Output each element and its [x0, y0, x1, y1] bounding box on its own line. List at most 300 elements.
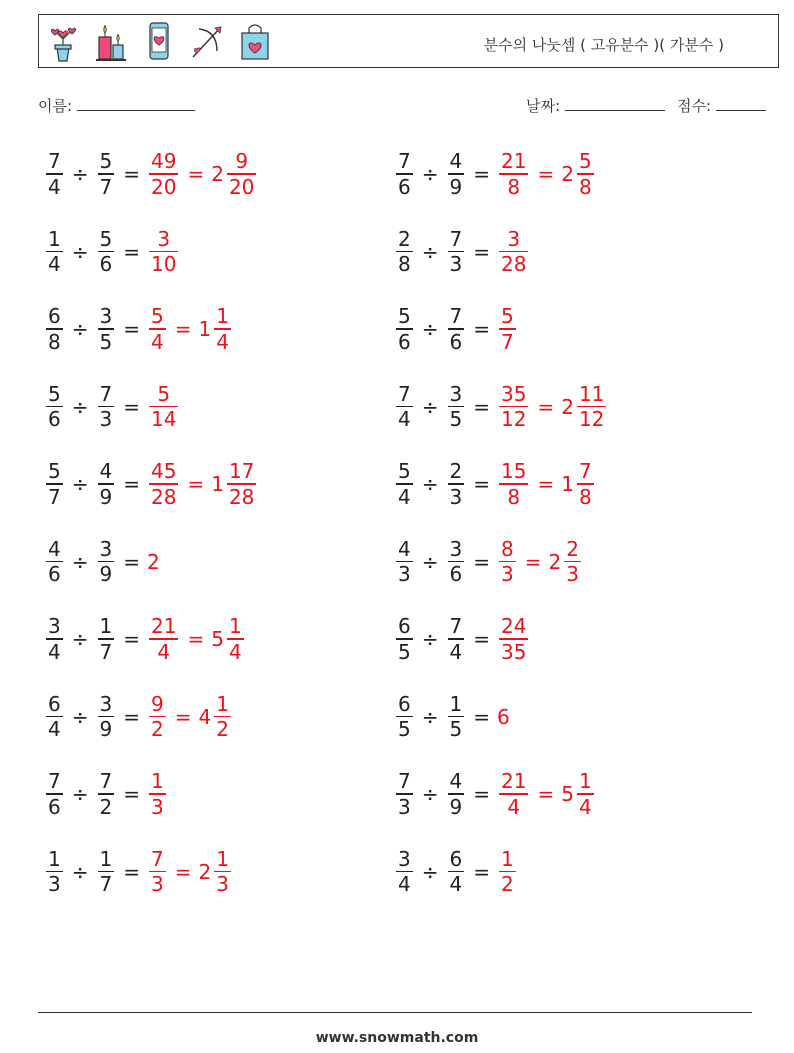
fraction: [46, 149, 63, 199]
score-blank: [716, 97, 766, 111]
equals-sign: =: [123, 627, 140, 651]
numerator: 5: [398, 459, 411, 484]
equals-sign: =: [187, 162, 205, 186]
numerator: 5: [151, 304, 164, 329]
mixed-whole: 1: [561, 472, 574, 496]
problem-item: [394, 372, 608, 442]
numerator: 1: [216, 691, 229, 716]
divide-sign: ÷: [421, 394, 439, 419]
equals-sign: =: [187, 627, 205, 651]
equals-sign: =: [174, 317, 192, 341]
denominator: 7: [99, 174, 113, 199]
denominator: 3: [449, 484, 463, 509]
numerator: 9: [151, 691, 164, 716]
numerator: 35: [501, 381, 527, 406]
mixed-fraction: [214, 847, 231, 897]
mixed-whole: 5: [211, 627, 224, 651]
phone-heart-icon: [141, 19, 177, 63]
numerator: 4: [48, 536, 61, 561]
denominator: 9: [99, 562, 113, 587]
numerator: 7: [48, 149, 61, 174]
answer-fraction: [499, 382, 528, 432]
denominator: 20: [151, 174, 177, 199]
numerator: 3: [99, 536, 113, 561]
answer-fraction: [149, 459, 178, 509]
divide-sign: ÷: [71, 859, 89, 884]
fraction: [396, 227, 413, 277]
numerator: 11: [578, 381, 605, 406]
equals-sign: =: [473, 704, 490, 729]
divide-sign: ÷: [71, 394, 89, 419]
denominator: 7: [99, 639, 113, 664]
numerator: 7: [151, 846, 164, 871]
answer-fraction: [149, 614, 178, 664]
denominator: 4: [398, 407, 411, 432]
fraction: [448, 537, 465, 587]
denominator: 3: [566, 562, 579, 587]
equals-sign: =: [123, 782, 140, 806]
denominator: 7: [48, 484, 61, 509]
denominator: 4: [578, 794, 592, 819]
flower-pot-icon: [45, 19, 81, 63]
equals-sign: =: [537, 782, 555, 806]
numerator: 5: [48, 459, 61, 484]
numerator: 2: [398, 226, 411, 251]
answer-whole: 2: [147, 549, 160, 574]
numerator: 6: [48, 691, 61, 716]
equals-sign: =: [123, 162, 140, 186]
fraction: [46, 847, 63, 897]
numerator: 4: [449, 149, 463, 174]
fraction: [448, 227, 465, 277]
fraction: [98, 537, 115, 587]
equals-sign: =: [537, 472, 555, 496]
denominator: 8: [48, 329, 61, 354]
denominator: 8: [398, 252, 411, 277]
divide-sign: ÷: [421, 472, 439, 496]
fraction: [396, 304, 413, 354]
denominator: 4: [449, 639, 463, 664]
answer-fraction: [149, 382, 178, 432]
answer-fraction: [149, 692, 166, 742]
denominator: 10: [151, 252, 177, 277]
problem-item: [394, 139, 596, 209]
numerator: 7: [449, 614, 463, 639]
fraction: [448, 382, 465, 432]
answer-fraction: [149, 769, 166, 819]
denominator: 8: [507, 174, 521, 199]
mixed-fraction: [564, 537, 581, 587]
numerator: 6: [398, 691, 411, 716]
score-field: [677, 95, 766, 116]
name-blank: [77, 97, 195, 111]
denominator: 4: [48, 252, 61, 277]
numerator: 5: [99, 226, 113, 251]
divide-sign: ÷: [71, 704, 89, 729]
problem-item: [44, 217, 180, 287]
denominator: 12: [578, 407, 605, 432]
answer-fraction: [149, 149, 178, 199]
numerator: 2: [566, 536, 579, 561]
mixed-fraction: [227, 459, 256, 509]
numerator: 6: [398, 614, 411, 639]
fraction: [98, 227, 115, 277]
numerator: 45: [151, 459, 177, 484]
denominator: 9: [99, 717, 113, 742]
answer-fraction: [499, 769, 528, 819]
numerator: 2: [449, 459, 463, 484]
problem-item: [44, 837, 233, 907]
date-field: [526, 95, 665, 116]
numerator: 5: [501, 304, 514, 329]
numerator: 1: [449, 691, 463, 716]
denominator: 3: [398, 794, 411, 819]
numerator: 1: [99, 614, 113, 639]
denominator: 5: [99, 329, 113, 354]
header-icons: [45, 19, 273, 63]
fraction: [46, 227, 63, 277]
denominator: 3: [151, 794, 164, 819]
numerator: 8: [501, 536, 514, 561]
denominator: 6: [398, 329, 411, 354]
denominator: 35: [501, 639, 527, 664]
divide-sign: ÷: [421, 162, 439, 186]
divide-sign: ÷: [421, 704, 439, 729]
footer-url: www.snowmath.com: [315, 1030, 479, 1046]
numerator: 3: [449, 536, 463, 561]
mixed-whole: 2: [548, 549, 562, 574]
fraction: [98, 769, 115, 819]
numerator: 7: [48, 769, 61, 794]
numerator: 6: [48, 304, 61, 329]
numerator: 3: [449, 381, 463, 406]
equals-sign: =: [537, 394, 555, 419]
answer-fraction: [149, 847, 166, 897]
denominator: 4: [157, 639, 171, 664]
equals-sign: =: [524, 549, 542, 574]
name-field: [38, 95, 195, 116]
problem-item: [394, 294, 518, 364]
mixed-whole: 2: [561, 162, 574, 186]
denominator: 20: [228, 174, 255, 199]
denominator: 6: [449, 329, 463, 354]
fraction: [46, 537, 63, 587]
date-blank: [565, 97, 665, 111]
divide-sign: ÷: [71, 317, 89, 341]
fraction: [98, 304, 115, 354]
equals-sign: =: [187, 472, 205, 496]
divide-sign: ÷: [71, 162, 89, 186]
fraction: [46, 692, 63, 742]
divide-sign: ÷: [421, 239, 439, 264]
equals-sign: =: [473, 782, 490, 806]
numerator: 1: [578, 769, 592, 794]
mixed-fraction: [577, 459, 594, 509]
numerator: 7: [398, 769, 411, 794]
fraction: [98, 149, 115, 199]
answer-whole: 6: [497, 704, 510, 729]
numerator: 49: [151, 149, 177, 174]
equals-sign: =: [473, 317, 490, 341]
equals-sign: =: [473, 549, 490, 574]
numerator: 3: [99, 304, 113, 329]
numerator: 1: [151, 769, 164, 794]
problem-item: [394, 759, 596, 829]
numerator: 1: [48, 226, 61, 251]
divide-sign: ÷: [421, 627, 439, 651]
equals-sign: =: [473, 162, 490, 186]
fraction: [46, 459, 63, 509]
mixed-whole: 1: [211, 472, 224, 496]
denominator: 3: [501, 562, 514, 587]
date-label: 날짜:: [526, 97, 561, 115]
answer-fraction: [149, 304, 166, 354]
equals-sign: =: [123, 859, 140, 884]
fraction: [448, 149, 465, 199]
numerator: 5: [157, 381, 171, 406]
problem-item: [394, 527, 583, 597]
fraction: [396, 537, 413, 587]
fraction: [396, 847, 413, 897]
problem-item: [44, 527, 160, 597]
answer-fraction: [149, 227, 178, 277]
denominator: 5: [449, 717, 463, 742]
denominator: 4: [48, 174, 61, 199]
answer-fraction: [499, 149, 528, 199]
denominator: 8: [507, 484, 521, 509]
worksheet-header: [38, 14, 779, 68]
equals-sign: =: [473, 627, 490, 651]
denominator: 3: [449, 252, 463, 277]
divide-sign: ÷: [421, 782, 439, 806]
denominator: 9: [99, 484, 113, 509]
denominator: 3: [216, 872, 229, 897]
problem-item: [44, 682, 233, 752]
denominator: 8: [578, 484, 592, 509]
numerator: 1: [501, 846, 514, 871]
mixed-whole: 2: [198, 859, 212, 884]
denominator: 6: [48, 407, 61, 432]
mixed-fraction: [577, 382, 606, 432]
fraction: [396, 382, 413, 432]
fraction: [448, 847, 465, 897]
denominator: 4: [48, 717, 61, 742]
numerator: 1: [216, 846, 229, 871]
fraction: [98, 692, 115, 742]
numerator: 7: [398, 381, 411, 406]
equals-sign: =: [473, 859, 490, 884]
equals-sign: =: [174, 859, 192, 884]
mixed-whole: 2: [211, 162, 224, 186]
fraction: [396, 769, 413, 819]
numerator: 1: [99, 846, 113, 871]
cupid-arrow-icon: [189, 19, 225, 63]
numerator: 15: [501, 459, 527, 484]
denominator: 7: [99, 872, 113, 897]
fraction: [46, 614, 63, 664]
problem-item: [44, 604, 246, 674]
denominator: 4: [398, 872, 411, 897]
numerator: 4: [99, 459, 113, 484]
fraction: [448, 304, 465, 354]
divide-sign: ÷: [71, 549, 89, 574]
numerator: 1: [216, 304, 229, 329]
denominator: 9: [449, 174, 463, 199]
problem-item: [394, 449, 596, 519]
denominator: 3: [48, 872, 61, 897]
answer-fraction: [499, 459, 528, 509]
numerator: 21: [151, 614, 177, 639]
candles-icon: [93, 19, 129, 63]
denominator: 2: [99, 794, 113, 819]
denominator: 6: [449, 562, 463, 587]
answer-fraction: [499, 227, 528, 277]
problem-item: [394, 682, 510, 752]
mixed-fraction: [214, 692, 231, 742]
equals-sign: =: [123, 549, 140, 574]
equals-sign: =: [123, 394, 140, 419]
mixed-whole: 5: [561, 782, 574, 806]
denominator: 4: [449, 872, 463, 897]
shopping-bag-heart-icon: [237, 19, 273, 63]
divide-sign: ÷: [71, 472, 89, 496]
fraction: [396, 614, 413, 664]
divide-sign: ÷: [71, 782, 89, 806]
numerator: 9: [235, 149, 249, 174]
fraction: [98, 614, 115, 664]
mixed-whole: 1: [198, 317, 212, 341]
denominator: 12: [501, 407, 527, 432]
numerator: 7: [449, 226, 463, 251]
mixed-fraction: [577, 769, 594, 819]
denominator: 4: [398, 484, 411, 509]
numerator: 3: [99, 691, 113, 716]
numerator: 1: [48, 846, 61, 871]
numerator: 5: [48, 381, 61, 406]
fraction: [396, 692, 413, 742]
mixed-fraction: [227, 149, 256, 199]
denominator: 5: [398, 717, 411, 742]
denominator: 8: [578, 174, 592, 199]
fraction: [448, 459, 465, 509]
score-label: 점수:: [677, 97, 712, 115]
denominator: 4: [507, 794, 521, 819]
numerator: 5: [398, 304, 411, 329]
answer-fraction: [499, 304, 516, 354]
equals-sign: =: [123, 317, 140, 341]
divide-sign: ÷: [71, 627, 89, 651]
problem-item: [44, 759, 168, 829]
fraction: [46, 304, 63, 354]
answer-fraction: [499, 847, 516, 897]
fraction: [46, 382, 63, 432]
footer-divider: [38, 1012, 752, 1013]
mixed-whole: 4: [198, 704, 212, 729]
problem-item: [44, 139, 258, 209]
denominator: 28: [501, 252, 527, 277]
divide-sign: ÷: [71, 239, 89, 264]
fraction: [98, 382, 115, 432]
problem-item: [44, 372, 180, 442]
equals-sign: =: [473, 394, 490, 419]
denominator: 6: [48, 794, 61, 819]
name-label: 이름:: [38, 97, 73, 115]
fraction: [396, 459, 413, 509]
equals-sign: =: [174, 704, 192, 729]
denominator: 5: [449, 407, 463, 432]
fraction: [396, 149, 413, 199]
denominator: 4: [48, 639, 61, 664]
worksheet-title: 분수의 나눗셈 ( 고유분수 )( 가분수 ): [483, 36, 724, 54]
denominator: 7: [501, 329, 514, 354]
numerator: 21: [501, 769, 527, 794]
divide-sign: ÷: [421, 549, 439, 574]
numerator: 4: [398, 536, 411, 561]
divide-sign: ÷: [421, 859, 439, 884]
fraction: [448, 769, 465, 819]
denominator: 2: [216, 717, 229, 742]
numerator: 3: [157, 226, 171, 251]
numerator: 5: [578, 149, 592, 174]
problem-item: [44, 449, 258, 519]
mixed-fraction: [214, 304, 231, 354]
denominator: 6: [48, 562, 61, 587]
denominator: 3: [99, 407, 113, 432]
problem-item: [394, 837, 518, 907]
numerator: 7: [398, 149, 411, 174]
numerator: 3: [48, 614, 61, 639]
denominator: 4: [151, 329, 164, 354]
denominator: 6: [398, 174, 411, 199]
equals-sign: =: [123, 239, 140, 264]
problem-item: [44, 294, 233, 364]
denominator: 4: [216, 329, 229, 354]
denominator: 4: [228, 639, 242, 664]
equals-sign: =: [473, 472, 490, 496]
answer-fraction: [499, 537, 516, 587]
numerator: 4: [449, 769, 463, 794]
fraction: [98, 459, 115, 509]
mixed-whole: 2: [561, 394, 574, 419]
numerator: 24: [501, 614, 527, 639]
numerator: 17: [228, 459, 255, 484]
problem-item: [394, 604, 530, 674]
numerator: 7: [99, 769, 113, 794]
denominator: 2: [151, 717, 164, 742]
denominator: 2: [501, 872, 514, 897]
numerator: 5: [99, 149, 113, 174]
equals-sign: =: [537, 162, 555, 186]
denominator: 3: [398, 562, 411, 587]
numerator: 7: [99, 381, 113, 406]
denominator: 6: [99, 252, 113, 277]
denominator: 14: [151, 407, 177, 432]
equals-sign: =: [473, 239, 490, 264]
denominator: 3: [151, 872, 164, 897]
answer-fraction: [499, 614, 528, 664]
numerator: 7: [578, 459, 592, 484]
denominator: 28: [151, 484, 177, 509]
numerator: 1: [228, 614, 242, 639]
denominator: 5: [398, 639, 411, 664]
mixed-fraction: [227, 614, 244, 664]
numerator: 6: [449, 846, 463, 871]
numerator: 7: [449, 304, 463, 329]
divide-sign: ÷: [421, 317, 439, 341]
problem-item: [394, 217, 530, 287]
numerator: 21: [501, 149, 527, 174]
fraction: [448, 614, 465, 664]
